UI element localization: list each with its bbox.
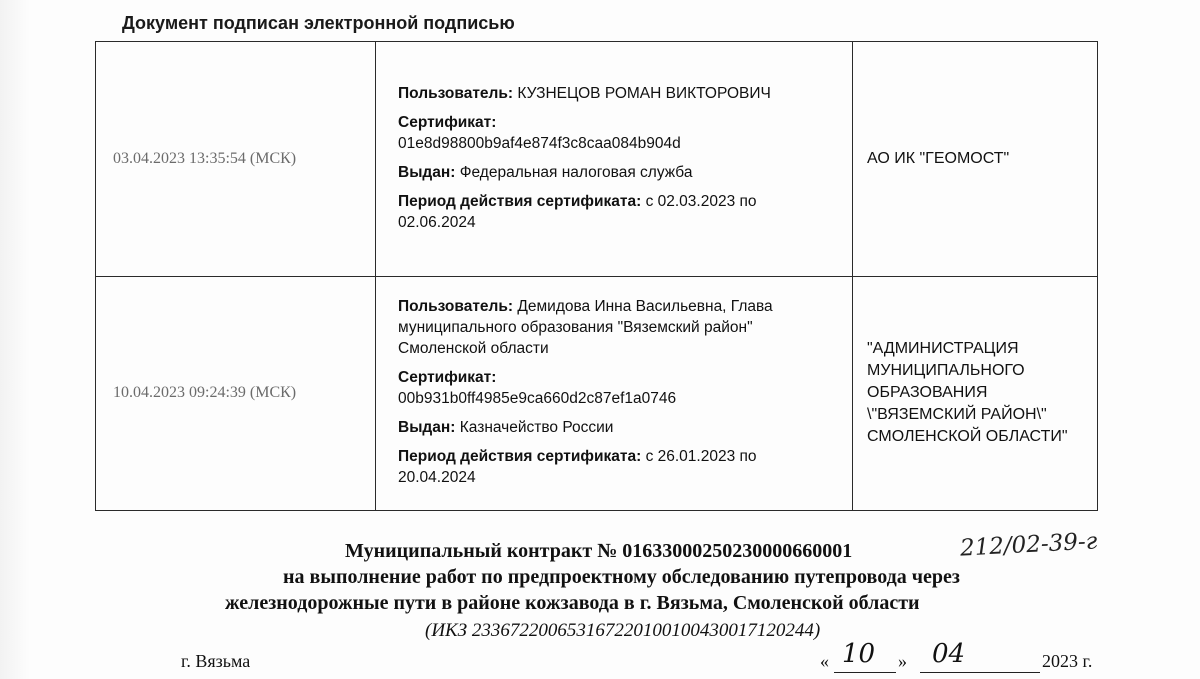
signature-2-cert: Сертификат: 00b931b0ff4985e9ca660d2c87ef1a0746 xyxy=(398,369,677,408)
signature-2-user: Пользователь: Демидова Инна Васильевна, Глава муниципального образования "Вяземский район" Смоленской области xyxy=(398,298,773,358)
date-close-quote: » xyxy=(898,651,907,671)
contract-ikz: (ИКЗ 233672200653167220100100430017120244) xyxy=(425,620,821,641)
date-year: 2023 г. xyxy=(1042,651,1093,671)
month-underline xyxy=(920,672,1040,673)
date-open-quote: « xyxy=(820,651,829,671)
signature-header: Документ подписан электронной подписью xyxy=(122,13,515,33)
signature-2-issued: Выдан: Казначейство России xyxy=(398,419,614,437)
scan-edge xyxy=(0,0,30,679)
signature-1-org: АО ИК "ГЕОМОСТ" xyxy=(853,42,1098,277)
contract-subject-line-2: железнодорожные пути в районе кожзавода в г. Вязьма, Смоленской области xyxy=(225,592,920,614)
contract-city: г. Вязьма xyxy=(181,651,251,671)
contract-subject-line-1: на выполнение работ по предпроектному обследованию путепровода через xyxy=(283,566,960,588)
signature-2-datetime: 10.04.2023 09:24:39 (МСК) xyxy=(96,276,376,511)
signature-1-period: Период действия сертификата: с 02.03.2023 по 02.06.2024 xyxy=(398,192,757,231)
handwritten-month: 04 xyxy=(932,639,966,669)
signature-row-2 xyxy=(96,276,1098,511)
signature-table xyxy=(95,41,1098,511)
signature-row-1 xyxy=(96,42,1098,277)
signature-2-period: Период действия сертификата: с 26.01.2023 по 20.04.2024 xyxy=(398,448,757,487)
handwritten-contract-number: 212/02-39-г xyxy=(959,528,1098,562)
signature-1-issued: Выдан: Федеральная налоговая служба xyxy=(398,163,693,181)
signature-1-info xyxy=(376,42,853,277)
day-underline xyxy=(834,672,896,673)
signature-2-info xyxy=(376,276,853,511)
contract-title: Муниципальный контракт № 01633000250230000660001 xyxy=(345,540,853,562)
contract-date xyxy=(820,639,1110,675)
signature-1-cert: Сертификат: 01e8d98800b9af4e874f3c8caa084b904d xyxy=(398,113,681,152)
signature-2-org: "АДМИНИСТРАЦИЯ МУНИЦИПАЛЬНОГО ОБРАЗОВАНИЯ \"ВЯЗЕМСКИЙ РАЙОН\" СМОЛЕНСКОЙ ОБЛАСТИ" xyxy=(853,276,1098,511)
handwritten-day: 10 xyxy=(842,639,876,669)
signature-1-datetime: 03.04.2023 13:35:54 (МСК) xyxy=(96,42,376,277)
signature-1-user: Пользователь: КУЗНЕЦОВ РОМАН ВИКТОРОВИЧ xyxy=(398,84,771,102)
